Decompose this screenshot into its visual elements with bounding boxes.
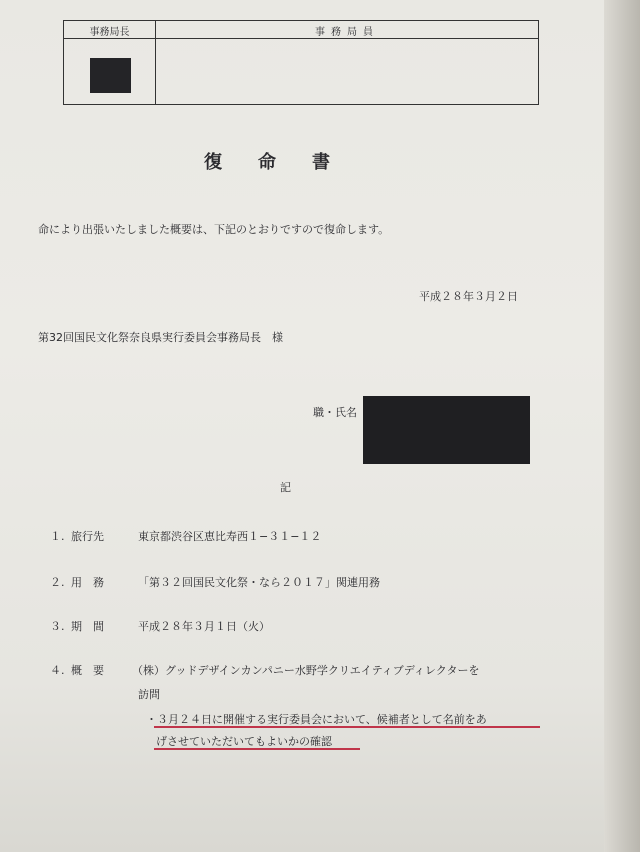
addressee: 第32回国民文化祭奈良県実行委員会事務局長 様 (38, 331, 283, 344)
bullet-line-2: げさせていただいてもよいかの確認 (156, 735, 332, 748)
underline-1 (154, 726, 540, 728)
ki-heading: 記 (280, 481, 291, 494)
redacted-name (363, 396, 530, 464)
item-4-label: 概 要 (71, 664, 104, 677)
stamp-box-header-line (64, 38, 538, 39)
stamp-header-staff: 事務局員 (315, 27, 379, 38)
item-3-value: 平成２８年３月１日（火） (138, 620, 270, 633)
item-4-value-continued: 訪問 (138, 688, 160, 701)
underlying-page-edge (604, 0, 640, 852)
item-1-value: 東京都渋谷区恵比寿西１−３１−１２ (138, 530, 322, 543)
item-3-label: 期 間 (71, 620, 104, 633)
item-2-number: ２. (50, 576, 65, 589)
document-date: 平成２８年３月２日 (419, 290, 518, 303)
item-3-number: ３. (50, 620, 65, 633)
intro-text: 命により出張いたしました概要は、下記のとおりですので復命します。 (38, 223, 390, 236)
document-title: 復命書 (204, 152, 366, 173)
item-4-number: ４. (50, 664, 65, 677)
stamp-header-director: 事務局長 (89, 27, 130, 38)
position-name-label: 職・氏名 (313, 406, 357, 419)
redacted-seal (90, 58, 131, 93)
approval-stamp-box (63, 20, 539, 105)
item-4-value: （株）グッドデザインカンパニー水野学クリエイティブディレクターを (132, 664, 480, 677)
bullet-line-1: ・３月２４日に開催する実行委員会において、候補者として名前をあ (146, 713, 487, 726)
item-2-label: 用 務 (71, 576, 104, 589)
item-2-value: 「第３２回国民文化祭・なら２０１７」関連用務 (138, 576, 380, 589)
item-1-label: 旅行先 (71, 530, 104, 543)
item-1-number: １. (50, 530, 65, 543)
underline-2 (154, 748, 360, 750)
